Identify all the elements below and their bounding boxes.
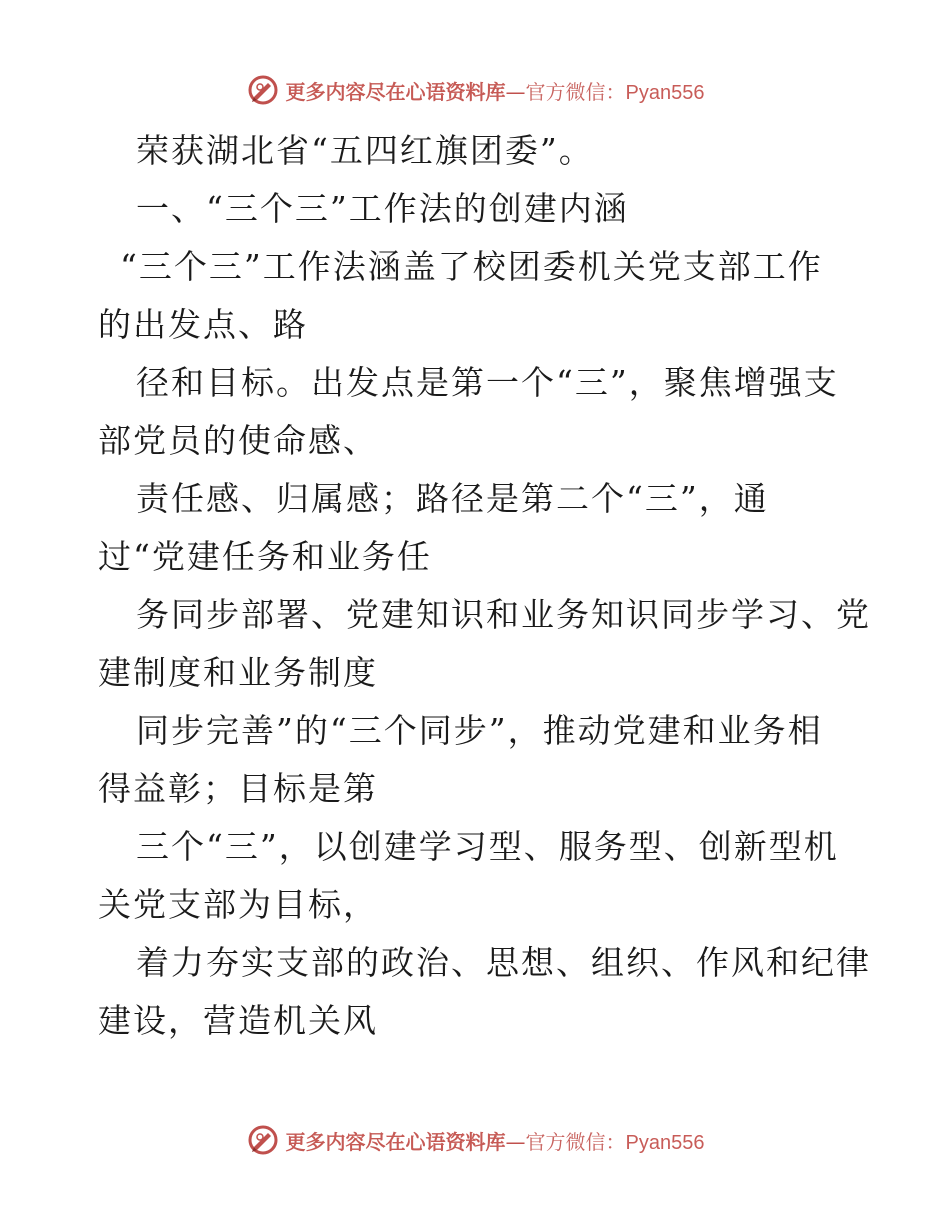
- body-line-6: 部党员的使命感、: [98, 421, 378, 460]
- body-line-11: 同步完善”的“三个同步”，推动党建和业务相: [136, 711, 823, 750]
- red-pen-circle-icon: [246, 73, 280, 107]
- document-body: [98, 122, 871, 1050]
- footer-banner: [0, 1120, 950, 1160]
- body-line-9: 务同步部署、党建知识和业务知识同步学习、党: [136, 595, 871, 634]
- header-banner: [0, 70, 950, 110]
- body-line-16: 建设，营造机关风: [98, 1001, 378, 1040]
- body-line-15: 着力夯实支部的政治、思想、组织、作风和纪律: [136, 943, 871, 982]
- footer-site-text: 更多内容尽在心语资料库: [285, 1129, 506, 1154]
- body-line-1: 荣获湖北省“五四红旗团委”。: [136, 131, 594, 170]
- body-line-4: 的出发点、路: [98, 305, 308, 344]
- header-separator: —: [505, 79, 526, 104]
- footer-banner-inner: [246, 1123, 705, 1157]
- body-line-2: 一、“三个三”工作法的创建内涵: [136, 189, 629, 228]
- header-banner-text: [286, 76, 705, 105]
- body-line-8: 过“党建任务和业务任: [98, 537, 432, 576]
- body-line-10: 建制度和业务制度: [98, 653, 378, 692]
- footer-wechat-label: 官方微信：: [525, 1129, 626, 1154]
- header-banner-inner: [246, 73, 705, 107]
- body-line-5: 径和目标。出发点是第一个“三”，聚焦增强支: [136, 363, 839, 402]
- body-line-3: “三个三”工作法涵盖了校团委机关党支部工作: [120, 247, 823, 286]
- red-pen-circle-icon: [246, 1123, 280, 1157]
- header-wechat-id: Pyan556: [625, 81, 705, 104]
- body-line-7: 责任感、归属感；路径是第二个“三”，通: [136, 479, 769, 518]
- body-line-13: 三个“三”，以创建学习型、服务型、创新型机: [136, 827, 839, 866]
- body-line-14: 关党支部为目标，: [98, 885, 378, 924]
- header-wechat-label: 官方微信：: [525, 79, 626, 104]
- body-line-12: 得益彰；目标是第: [98, 769, 378, 808]
- header-site-text: 更多内容尽在心语资料库: [285, 79, 506, 104]
- footer-separator: —: [505, 1129, 526, 1154]
- footer-wechat-id: Pyan556: [625, 1131, 705, 1154]
- footer-banner-text: [286, 1126, 705, 1155]
